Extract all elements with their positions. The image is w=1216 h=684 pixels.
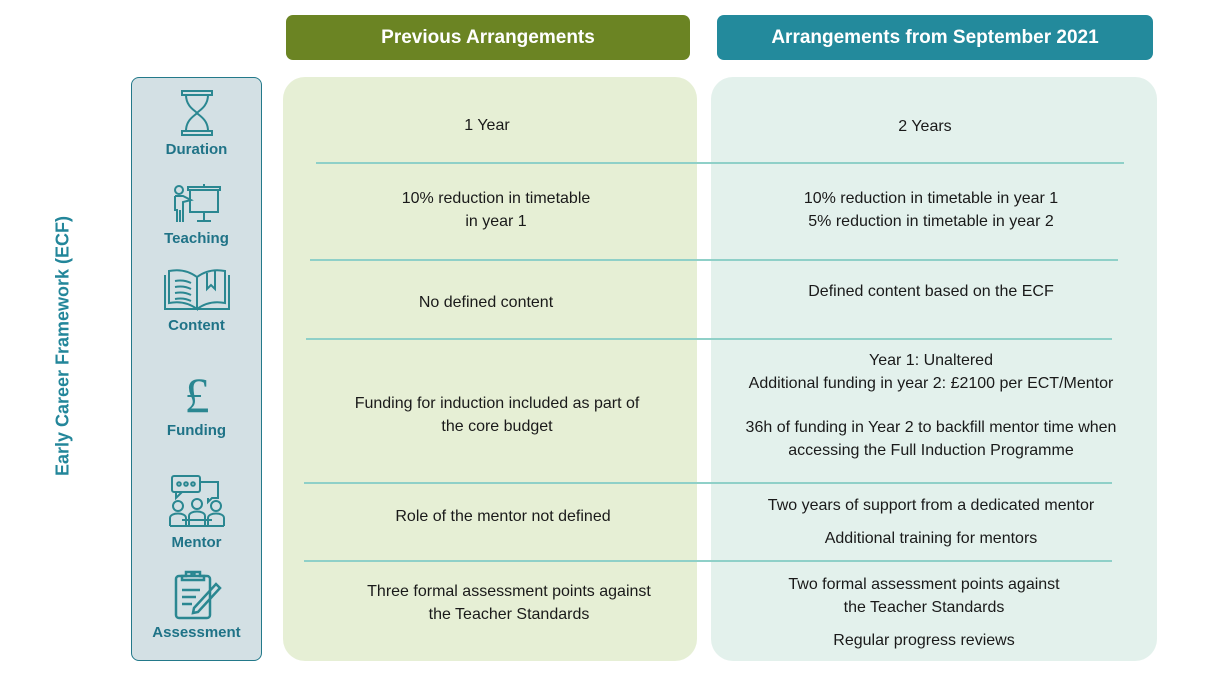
- previous-arrangements-panel: [283, 77, 697, 661]
- svg-text:£: £: [184, 370, 209, 418]
- new-content: Defined content based on the ECF: [808, 283, 1054, 300]
- row-divider: [316, 162, 1124, 164]
- row-divider: [304, 560, 1112, 562]
- category-label: Duration: [165, 141, 228, 158]
- pound-sign-icon: [177, 370, 217, 418]
- previous-arrangements-header: Previous Arrangements: [286, 15, 690, 60]
- previous-teaching: 10% reduction in timetable in year 1: [401, 190, 591, 230]
- group-discussion-icon: [168, 474, 226, 530]
- side-title: Early Career Framework (ECF): [52, 215, 73, 477]
- teacher-presentation-icon: [171, 182, 223, 226]
- clipboard-pencil-icon: [172, 568, 222, 620]
- category-label: Funding: [166, 422, 227, 439]
- row-divider: [304, 482, 1112, 484]
- category-content: [132, 265, 261, 334]
- category-assessment: [132, 568, 261, 641]
- category-label: Teaching: [164, 230, 229, 247]
- new-teaching: 10% reduction in timetable in year 1 5% reduction in timetable in year 2: [803, 190, 1059, 230]
- previous-mentor: Role of the mentor not defined: [395, 508, 611, 525]
- category-teaching: [132, 182, 261, 247]
- row-divider: [306, 338, 1112, 340]
- category-label: Assessment: [152, 624, 241, 641]
- category-rail: [131, 77, 262, 661]
- previous-duration: 1 Year: [464, 117, 510, 134]
- new-funding: Year 1: Unaltered Additional funding in year 2: £2100 per ECT/Mentor 36h of funding in Year 2 to backfill mentor time when accessing the Full Induction Programme: [745, 352, 1117, 459]
- category-label: Mentor: [171, 534, 222, 551]
- row-divider: [310, 259, 1118, 261]
- new-duration: 2 Years: [898, 118, 952, 135]
- category-duration: [132, 89, 261, 158]
- new-arrangements-header: Arrangements from September 2021: [717, 15, 1153, 60]
- category-funding: [132, 370, 261, 439]
- category-label: Content: [168, 317, 225, 334]
- new-assessment: Two formal assessment points against the Teacher Standards Regular progress reviews: [788, 576, 1060, 649]
- previous-assessment: Three formal assessment points against the Teacher Standards: [367, 583, 651, 623]
- open-book-icon: [163, 265, 231, 313]
- previous-content: No defined content: [418, 294, 554, 311]
- previous-funding: Funding for induction included as part of the core budget: [354, 395, 640, 435]
- new-mentor: Two years of support from a dedicated mentor Additional training for mentors: [767, 497, 1095, 547]
- category-mentor: [132, 474, 261, 551]
- hourglass-icon: [179, 89, 215, 137]
